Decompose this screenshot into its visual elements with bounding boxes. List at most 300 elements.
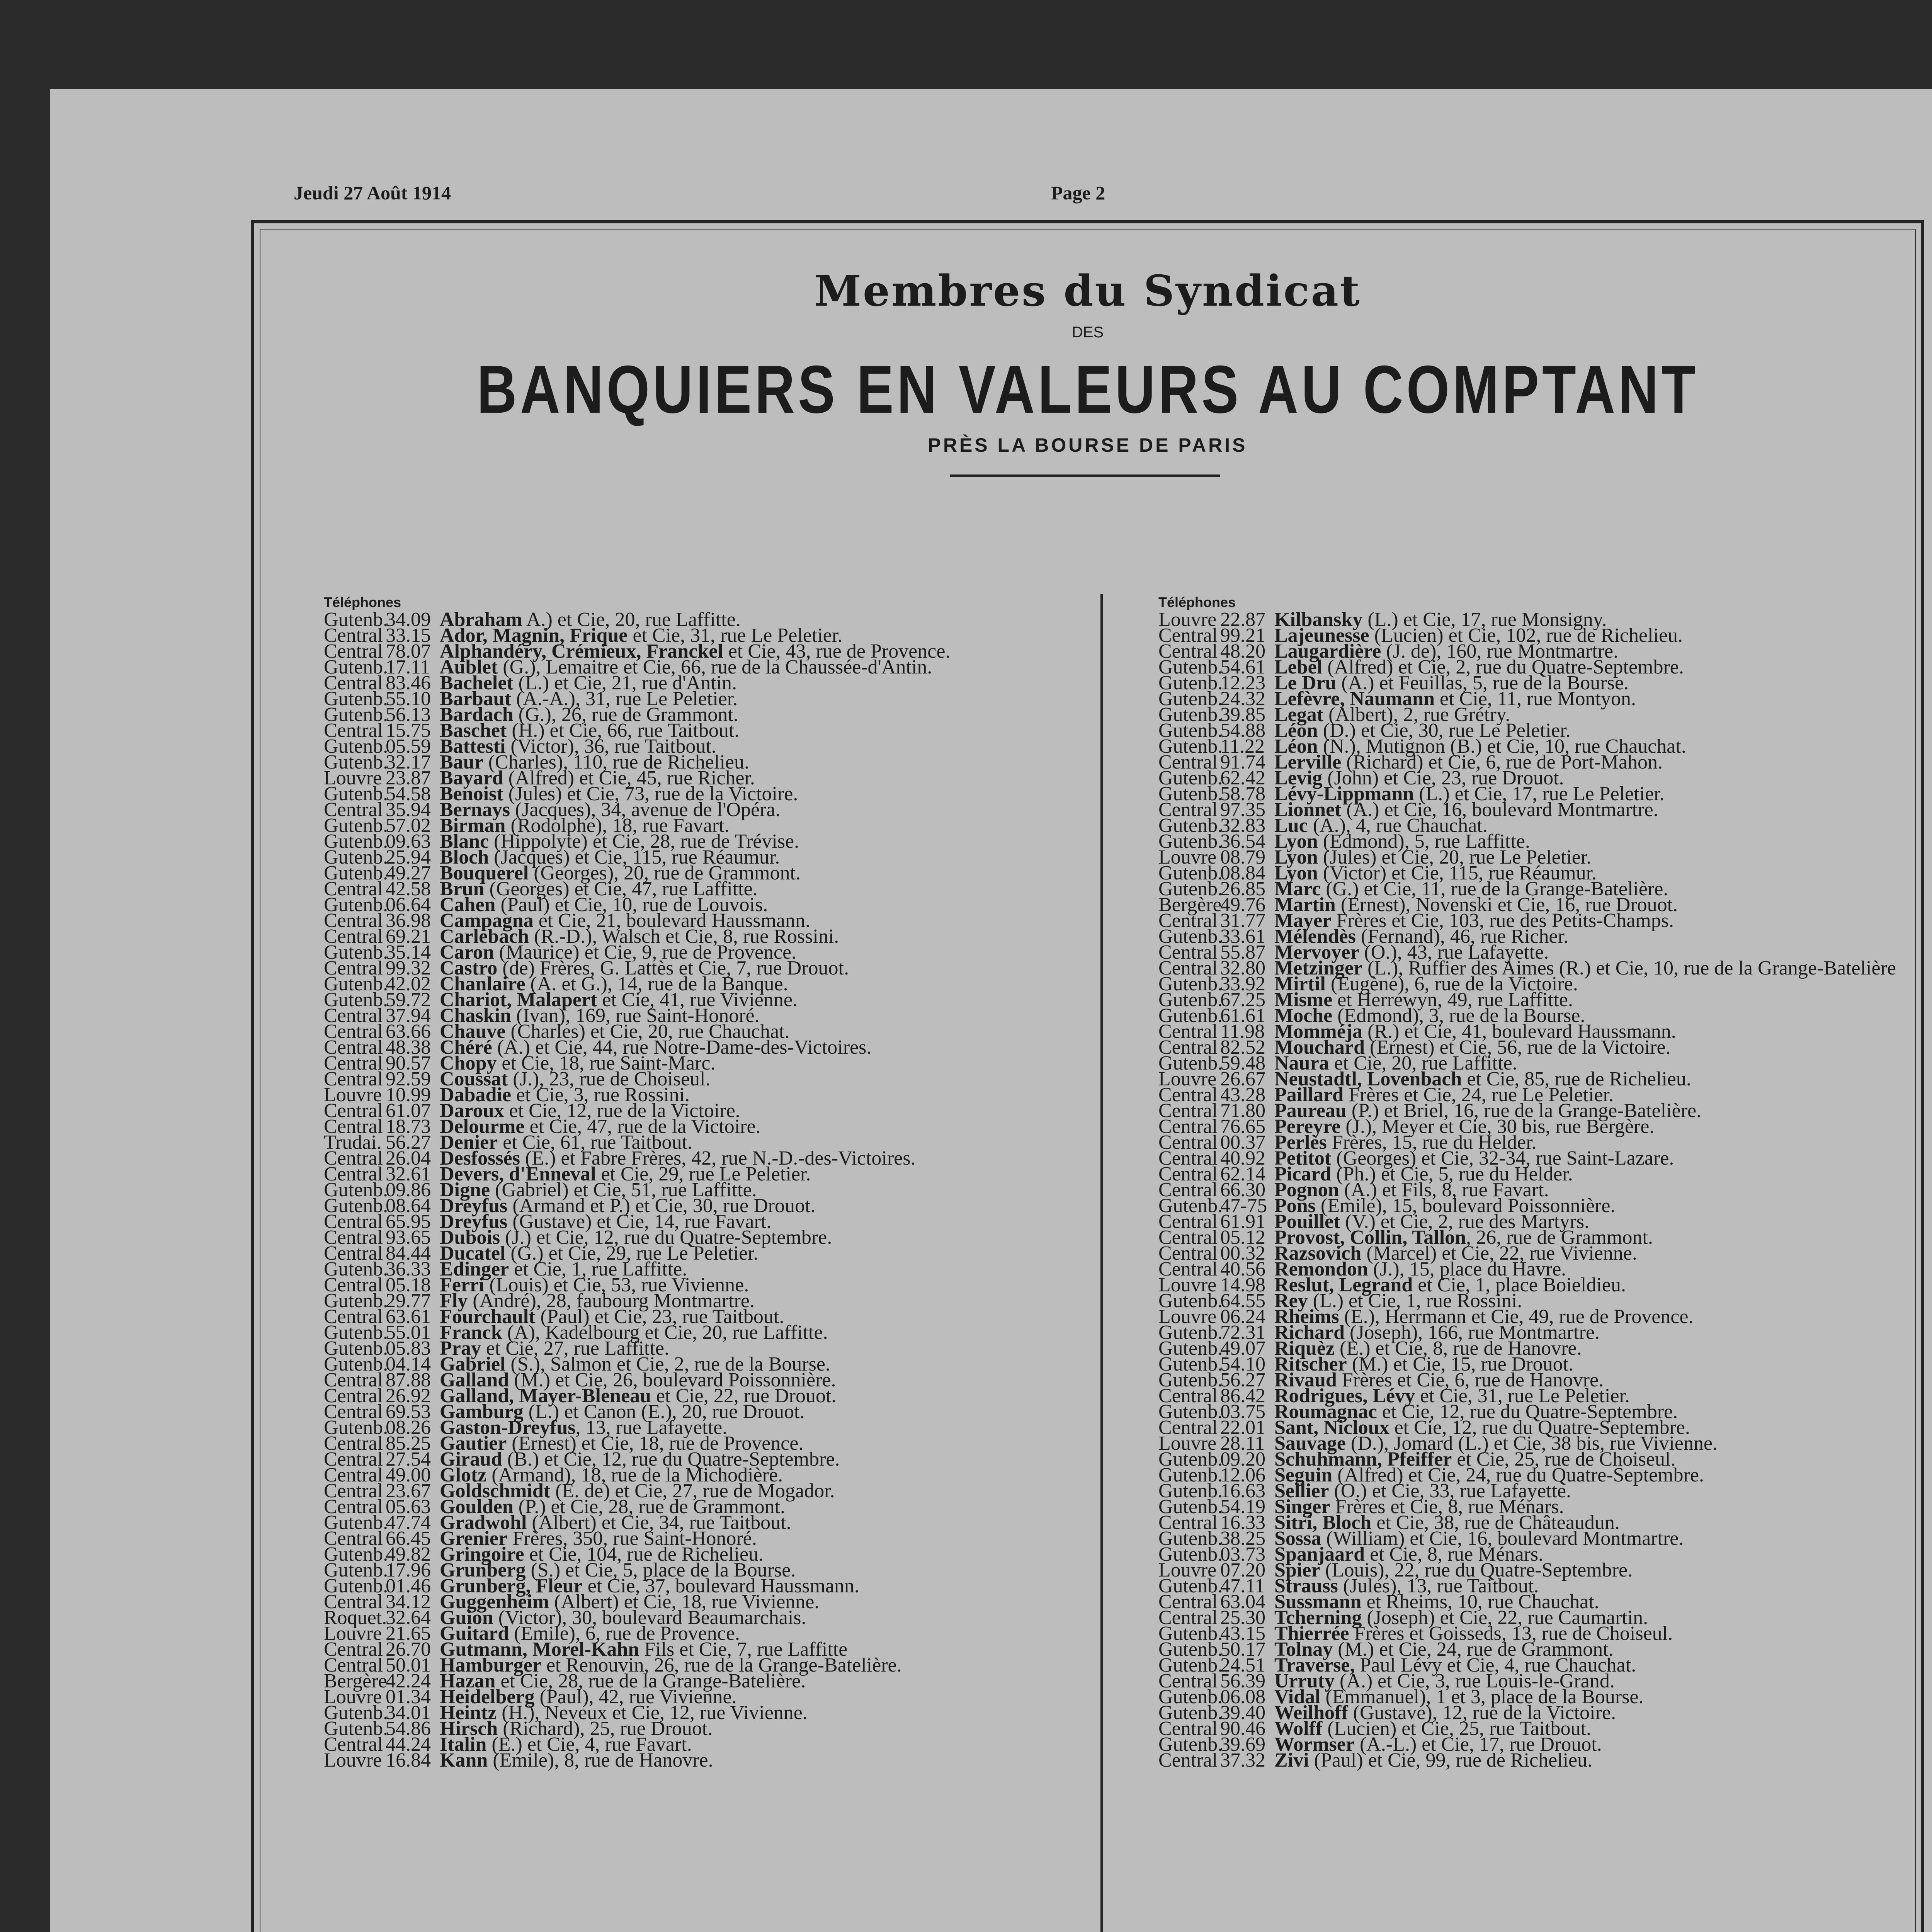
exchange-label: Gutenb. [1158,688,1223,710]
right-col-header: Téléphones [1158,594,1236,610]
exchange-label: Central [1158,640,1218,662]
phone-number: 87.88 [386,1369,431,1391]
phone-number: 50.17 [1220,1638,1265,1660]
member-name: Hamburger [440,1654,541,1676]
member-address: (Louis), 22, rue du Quatre-Septembre. [1320,1559,1633,1581]
member-name: Dabadie [440,1084,511,1106]
exchange-label: Central [1158,957,1218,979]
member-address: (E.) et Cie, 8, rue de Hanovre. [1335,1337,1582,1359]
phone-number: 64.55 [1220,1290,1265,1312]
member-name: Moche [1274,1005,1333,1027]
member-name: Lyon [1274,830,1318,852]
exchange-label: Central [324,1274,383,1296]
exchange-label: Gutenb. [1158,1321,1223,1344]
member-name: Bernays [440,799,510,821]
exchange-label: Central [1158,1258,1218,1280]
member-address: (A.) et Cie, 3, rue Louis-le-Grand. [1334,1670,1615,1692]
phone-number: 06.24 [1220,1306,1265,1328]
phone-number: 06.08 [1220,1686,1265,1708]
phone-number: 11.98 [1220,1020,1265,1043]
member-address: (J.) et Cie, 12, rue du Quatre-Septembre. [500,1226,832,1248]
phone-number: 71.80 [1220,1100,1265,1122]
phone-number: 34.09 [386,609,431,631]
phone-number: 62.42 [1220,767,1265,789]
member-name: Baschet [440,719,507,742]
phone-number: 23.67 [386,1480,431,1502]
member-address: (Gabriel) et Cie, 51, rue Laffitte. [490,1179,757,1201]
phone-number: 16.33 [1220,1512,1265,1534]
member-row [1158,1749,1896,1771]
exchange-label: Central [1158,1116,1218,1138]
exchange-label: Gutenb. [324,894,388,916]
exchange-label: Gutenb. [1158,1543,1223,1565]
member-name: Lefèvre, Naumann [1274,688,1435,710]
exchange-label: Gutenb. [1158,1005,1223,1027]
exchange-label: Gutenb. [1158,1496,1223,1518]
exchange-label: Gutenb. [1158,1195,1223,1217]
syndicat-frame [251,220,1924,1932]
exchange-label: Central [324,1163,383,1185]
exchange-label: Louvre [1158,1306,1217,1328]
exchange-label: Gutenb. [1158,925,1223,947]
member-name: Glotz [440,1464,487,1486]
member-name: Thierrée [1274,1622,1349,1645]
member-address: (D.) et Cie, 30, rue Le Peletier. [1318,719,1571,742]
member-name: Barbaut [440,688,511,710]
exchange-label: Central [1158,910,1218,932]
member-address: (Paul) et Cie, 23, rue Taitbout. [535,1306,784,1328]
exchange-label: Central [1158,1147,1218,1169]
phone-number: 12.23 [1220,672,1265,694]
right-member-list [1158,609,1896,1771]
member-name: Guitard [440,1622,509,1645]
exchange-label: Central [1158,799,1218,821]
member-address: (Georges), 20, rue de Grammont. [529,862,801,884]
exchange-label: Bergère [324,1670,387,1692]
member-address: (A.) et Cie, 44, rue Notre-Dame-des-Victoires. [492,1036,872,1058]
member-name: Guggenheim [440,1591,549,1613]
phone-number: 86.42 [1220,1385,1265,1407]
member-address: (Ernest) et Cie, 18, rue de Provence. [507,1432,804,1454]
phone-number: 63.61 [386,1306,431,1328]
member-name: Rey [1274,1290,1308,1312]
phone-number: 92.59 [386,1068,431,1090]
phone-number: 47-75 [1220,1195,1267,1217]
member-name: Dreyfus [440,1195,508,1217]
member-address: (William) et Cie, 16, boulevard Montmartre. [1321,1527,1684,1549]
member-address: (M.) et Cie, 24, rue de Grammont. [1333,1638,1614,1660]
phone-number: 78.07 [386,640,431,662]
member-address: (Victor) et Cie, 115, rue Réaumur. [1318,862,1597,884]
member-name: Léon [1274,719,1318,742]
exchange-label: Central [324,1068,383,1090]
left-col-header: Téléphones [324,594,401,610]
phone-number: 00.37 [1220,1131,1265,1153]
member-name: Hazan [440,1670,496,1692]
member-name: Léon [1274,735,1318,757]
exchange-label: Gutenb. [1158,767,1223,789]
member-name: Paureau [1274,1100,1347,1122]
exchange-label: Gutenb. [1158,1448,1223,1470]
member-address: (Jacques), 34, avenue de l'Opéra. [510,799,781,821]
exchange-label: Gutenb. [1158,1654,1223,1676]
phone-number: 82.52 [1220,1036,1265,1058]
member-name: Gringoire [440,1543,524,1565]
member-name: Chaskin [440,1005,511,1027]
member-name: Luc [1274,815,1308,837]
phone-number: 44.24 [386,1733,431,1755]
member-address: Frères et Cie, 24, rue Le Peletier. [1344,1084,1614,1106]
member-address: (Joseph), 166, rue Montmartre. [1345,1321,1600,1344]
member-row [1158,799,1896,821]
exchange-label: Central [324,1464,383,1486]
member-address: (S.), Salmon et Cie, 2, rue de la Bourse. [505,1353,830,1375]
phone-number: 10.99 [386,1084,431,1106]
member-address: (Ph.) et Cie, 5, rue du Helder. [1331,1163,1573,1185]
member-name: Lebel [1274,656,1323,678]
phone-number: 22.01 [1220,1417,1265,1439]
member-name: Fourchault [440,1306,536,1328]
member-address: et Cie, 12, rue du Quatre-Septembre. [1389,1417,1690,1439]
member-address: A.) et Cie, 20, rue Laffitte. [522,609,741,631]
phone-number: 17.11 [386,656,430,678]
phone-number: 35.14 [386,941,431,963]
phone-number: 39.69 [1220,1733,1265,1755]
phone-number: 69.21 [386,925,431,947]
phone-number: 21.65 [386,1622,431,1645]
member-address: (Gustave) et Cie, 14, rue Favart. [507,1211,772,1233]
member-address: et Cie, 25, rue de Choiseul. [1452,1448,1676,1470]
member-name: Kilbansky [1274,609,1363,631]
member-name: Ducatel [440,1242,506,1264]
phone-number: 48.20 [1220,640,1265,662]
member-address: (Emile), 6, rue de Provence. [509,1622,740,1645]
member-address: (A.), 4, rue Chauchat. [1308,815,1488,837]
member-address: (M.) et Cie, 26, boulevard Poissonnière. [509,1369,836,1391]
phone-number: 83.46 [386,672,431,694]
member-address: et Cie, 27, rue Laffitte. [481,1337,669,1359]
phone-number: 34.12 [386,1591,431,1613]
phone-number: 24.32 [1220,688,1265,710]
exchange-label: Gutenb. [324,846,388,868]
member-address: (L.) et Cie, 21, rue d'Antin. [513,672,737,694]
member-address: et Cie, 11, rue Montyon. [1435,688,1636,710]
member-address: (John) et Cie, 23, rue Drouot. [1322,767,1564,789]
exchange-label: Gutenb. [1158,1702,1223,1724]
member-name: Riquèz [1274,1337,1335,1359]
member-name: Naura [1274,1052,1329,1074]
phone-number: 67.25 [1220,989,1265,1011]
phone-number: 36.33 [386,1258,431,1280]
member-name: Tcherning [1274,1607,1362,1629]
exchange-label: Central [324,1369,383,1391]
phone-number: 56.39 [1220,1670,1265,1692]
member-address: et Cie, 22, rue Drouot. [651,1385,837,1407]
phone-number: 36.54 [1220,830,1265,852]
member-address: et Renouvin, 26, rue de la Grange-Batelière. [541,1654,902,1676]
phone-number: 33.15 [386,624,431,646]
member-name: Bloch [440,846,489,868]
member-address: Frères et Cie, 103, rue des Petits-Champs. [1331,910,1674,932]
exchange-label: Gutenb. [324,609,388,631]
exchange-label: Central [1158,1385,1218,1407]
exchange-label: Gutenb. [324,688,388,710]
exchange-label: Gutenb. [324,1353,388,1375]
member-address: (Albert), 2, rue Grétry. [1323,704,1510,726]
member-name: Bardach [440,704,514,726]
member-name: Castro [440,957,498,979]
member-address: (Paul) et Cie, 10, rue de Louvois. [495,894,768,916]
exchange-label: Central [1158,1749,1218,1771]
exchange-label: Central [324,1733,383,1755]
phone-number: 54.61 [1220,656,1265,678]
member-address: Paul Lévy et Cie, 4, rue Chauchat. [1355,1654,1636,1676]
member-address: Frères et Goisseds, 13, rue de Choiseul. [1349,1622,1673,1645]
member-address: (Joseph) et Cie, 22, rue Caumartin. [1362,1607,1648,1629]
phone-number: 05.12 [1220,1226,1265,1248]
member-address: et Rheims, 10, rue Chauchat. [1361,1591,1599,1613]
member-address: (de) Frères, G. Lattès et Cie, 7, rue Drouot. [497,957,849,979]
phone-number: 55.87 [1220,941,1265,963]
member-name: Paillard [1274,1084,1344,1106]
phone-number: 09.20 [1220,1448,1265,1470]
exchange-label: Gutenb. [1158,830,1223,852]
member-address: (Jules), 13, rue Taitbout. [1338,1575,1539,1597]
member-name: Fly [440,1290,468,1312]
phone-number: 26.67 [1220,1068,1265,1090]
phone-number: 26.70 [386,1638,431,1660]
member-address: (Alfred) et Cie, 24, rue du Quatre-Septembre. [1332,1464,1704,1486]
exchange-label: Central [324,1100,383,1122]
member-address: (Paul), 42, rue Vivienne. [534,1686,737,1708]
member-address: (L.), Ruffier des Aimes (R.) et Cie, 10, rue de la Grange-Batelière [1362,957,1896,979]
member-name: Pray [440,1337,481,1359]
member-address: (Lucien) et Cie, 25, rue Taitbout. [1322,1718,1591,1740]
member-name: Mélendès [1274,925,1356,947]
title-membres: Membres du Syndicat [814,266,1361,316]
exchange-label: Central [324,1480,383,1502]
exchange-label: Central [324,910,383,932]
member-address: Frères et Cie, 8, rue Ménars. [1330,1496,1564,1518]
member-name: Metzinger [1274,957,1363,979]
member-address: (Albert) et Cie, 18, rue Vivienne. [549,1591,820,1613]
member-name: Picard [1274,1163,1332,1185]
member-name: Denier [440,1131,498,1153]
exchange-label: Gutenb. [324,973,388,995]
exchange-label: Gutenb. [1158,1686,1223,1708]
member-name: Aublet [440,656,498,678]
phone-number: 35.94 [386,799,431,821]
phone-number: 22.87 [1220,609,1265,631]
member-name: Coussat [440,1068,508,1090]
exchange-label: Trudai. [324,1131,382,1153]
phone-number: 59.72 [386,989,431,1011]
member-name: Marc [1274,878,1321,900]
member-address: et Cie, 3, rue Rossini. [511,1084,690,1106]
exchange-label: Central [324,878,383,900]
phone-number: 49.76 [1220,894,1265,916]
phone-number: 05.83 [386,1337,431,1359]
member-name: Martin [1274,894,1336,916]
member-address: et Cie, 41, rue Vivienne. [597,989,798,1011]
phone-number: 16.84 [386,1749,431,1771]
phone-number: 07.20 [1220,1559,1265,1581]
member-address: (Victor), 30, boulevard Beaumarchais. [493,1607,806,1629]
phone-number: 12.06 [1220,1464,1265,1486]
member-address: et Cie, 1, place Boieldieu. [1413,1274,1626,1296]
member-address: et Cie, 20, rue Laffitte. [1329,1052,1517,1074]
member-name: Gamburg [440,1401,524,1423]
member-name: Benoist [440,783,503,805]
exchange-label: Gutenb. [1158,862,1223,884]
exchange-label: Gutenb. [1158,1464,1223,1486]
member-address: (E. de) et Cie, 27, rue de Mogador. [550,1480,835,1502]
exchange-label: Central [1158,1131,1218,1153]
member-name: Rivaud [1274,1369,1337,1391]
phone-number: 27.54 [386,1448,431,1470]
exchange-label: Gutenb. [1158,1622,1223,1645]
member-address: (Alfred) et Cie, 2, rue du Quatre-Septembre. [1322,656,1684,678]
phone-number: 03.73 [1220,1543,1265,1565]
member-name: Edinger [440,1258,509,1280]
member-address: (Lucien) et Cie, 102, rue de Richelieu. [1369,624,1683,646]
exchange-label: Central [1158,624,1218,646]
member-name: Zivi [1274,1749,1309,1771]
member-name: Wormser [1274,1733,1355,1755]
exchange-label: Gutenb. [1158,1369,1223,1391]
phone-number: 39.85 [1220,704,1265,726]
member-address: (Victor), 36, rue Taitbout. [505,735,716,757]
member-address: , 26, rue de Grammont. [1466,1226,1653,1248]
exchange-label: Gutenb. [324,941,388,963]
member-name: Gaston-Dreyfus [440,1417,576,1439]
phone-number: 37.94 [386,1005,431,1027]
member-name: Pereyre [1274,1116,1341,1138]
phone-number: 24.51 [1220,1654,1265,1676]
member-address: (J.), 23, rue de Choiseul. [508,1068,711,1090]
exchange-label: Gutenb. [1158,1052,1223,1074]
member-address: (Edmond), 3, rue de la Bourse. [1332,1005,1585,1027]
left-member-list [324,609,951,1771]
exchange-label: Gutenb. [324,1417,388,1439]
phone-number: 99.21 [1220,624,1265,646]
member-name: Devers, d'Enneval [440,1163,596,1185]
member-address: (S.) et Cie, 5, place de la Bourse. [526,1559,796,1581]
exchange-label: Gutenb. [1158,656,1223,678]
exchange-label: Gutenb. [1158,1290,1223,1312]
member-address: (Paul) et Cie, 99, rue de Richelieu. [1309,1749,1593,1771]
exchange-label: Louvre [1158,1559,1217,1581]
phone-number: 15.75 [386,719,431,742]
phone-number: 61.07 [386,1100,431,1122]
title-des: DES [1071,324,1104,341]
exchange-label: Louvre [1158,846,1217,868]
member-name: Sauvage [1274,1432,1346,1454]
member-address: et Cie, 61, rue Taitbout. [498,1131,692,1153]
member-name: Heidelberg [440,1686,535,1708]
exchange-label: Gutenb. [1158,1638,1223,1660]
member-name: Reslut, Legrand [1274,1274,1413,1296]
member-name: Ritscher [1274,1353,1347,1375]
member-name: Grunberg, Fleur [440,1575,583,1597]
member-name: Birman [440,815,506,837]
member-name: Carlebach [440,925,529,947]
member-address: (L.) et Canon (E.), 20, rue Drouot. [523,1401,805,1423]
member-address: Frères, 15, rue du Helder. [1327,1131,1537,1153]
member-name: Goldschmidt [440,1480,551,1502]
member-name: Desfossés [440,1147,520,1169]
exchange-label: Central [324,1527,383,1549]
member-address: Frères et Cie, 6, rue de Hanovre. [1337,1369,1604,1391]
phone-number: 97.35 [1220,799,1265,821]
member-name: Momméja [1274,1020,1363,1043]
exchange-label: Central [1158,1512,1218,1534]
member-name: Delourme [440,1116,525,1138]
member-name: Strauss [1274,1575,1338,1597]
phone-number: 55.10 [386,688,431,710]
member-name: Perlès [1274,1131,1327,1153]
member-name: Schuhmann, Pfeiffer [1274,1448,1452,1470]
member-address: (G.), 26, rue de Grammont. [513,704,738,726]
exchange-label: Central [324,1242,383,1264]
member-name: Neustadtl, Lovenbach [1274,1068,1462,1090]
exchange-label: Central [324,1211,383,1233]
exchange-label: Roquet. [324,1607,387,1629]
member-address: et Cie, 12, rue de la Victoire. [504,1100,740,1122]
member-name: Galland, Mayer-Bleneau [440,1385,651,1407]
exchange-label: Gutenb. [324,751,388,773]
phone-number: 33.92 [1220,973,1265,995]
phone-number: 40.92 [1220,1147,1265,1169]
phone-number: 32.17 [386,751,431,773]
phone-number: 32.83 [1220,815,1265,837]
exchange-label: Gutenb. [324,1195,388,1217]
member-name: Dubois [440,1226,500,1248]
exchange-label: Gutenb. [324,656,388,678]
member-row [324,1749,950,1771]
member-name: Guion [440,1607,493,1629]
member-address: (Richard) et Cie, 6, rue de Port-Mahon. [1341,751,1663,773]
member-name: Dreyfus [440,1211,508,1233]
exchange-label: Gutenb. [324,1559,388,1581]
phone-number: 54.86 [386,1718,431,1740]
member-name: Chanlaire [440,973,526,995]
member-address: (Charles), 110, rue de Richelieu. [483,751,749,773]
member-name: Lionnet [1274,799,1342,821]
phone-number: 33.61 [1220,925,1265,947]
phone-number: 26.92 [386,1385,431,1407]
phone-number: 49.82 [386,1543,431,1565]
member-name: Ferri [440,1274,485,1296]
phone-number: 54.19 [1220,1496,1265,1518]
exchange-label: Central [1158,1417,1218,1439]
exchange-label: Central [1158,941,1218,963]
member-name: Italin [440,1733,487,1755]
member-name: Tolnay [1274,1638,1333,1660]
member-name: Laugardière [1274,640,1381,662]
phone-number: 99.32 [386,957,431,979]
member-name: Bayard [440,767,503,789]
exchange-label: Central [324,957,383,979]
member-address: et Cie, 31, rue Le Peletier. [628,624,843,646]
member-name: Franck [440,1321,502,1344]
member-address: (J.), Meyer et Cie, 30 bis, rue Bergère. [1340,1116,1655,1138]
page-header [240,182,1901,213]
member-address: et Cie, 43, rue de Provence. [723,640,951,662]
member-address: (Rodolphe), 18, rue Favart. [505,815,730,837]
exchange-label: Louvre [324,1622,382,1645]
member-address: (Armand), 18, rue de la Michodière. [486,1464,783,1486]
